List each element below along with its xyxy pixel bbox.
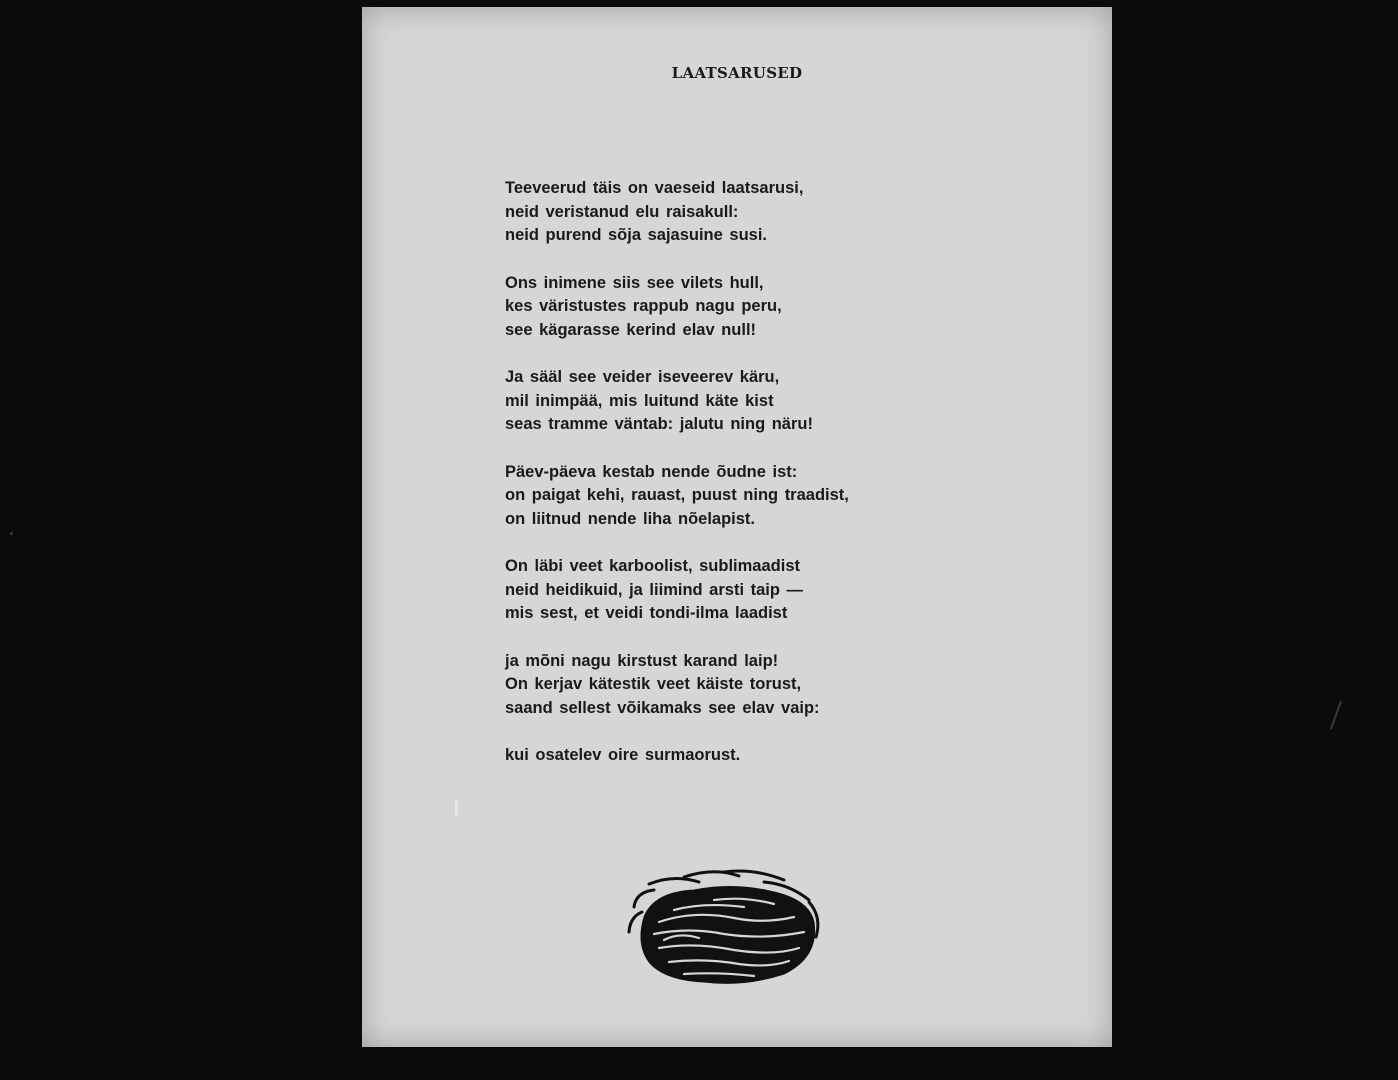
poem-line: Päev-päeva kestab nende õudne ist: [505, 462, 798, 481]
poem-line: kui osatelev oire surmaorust. [505, 746, 741, 764]
poem-title: LAATSARUSED [671, 64, 803, 82]
poem-line: neid purend sõja sajasuine susi. [505, 226, 767, 244]
stanza-5 [505, 555, 1025, 626]
poem-line: neid heidikuid, ja liimind arsti taip — [505, 580, 804, 599]
poem-line: saand sellest võikamaks see elav vaip: [505, 698, 820, 717]
nest-icon [624, 862, 824, 992]
poem-line: Teeveerud täis on vaeseid laatsarusi, [505, 179, 804, 197]
poem-line: on paigat kehi, rauast, puust ning traadist, [505, 486, 849, 504]
poem-line: mil inimpää, mis luitund käte kist [505, 391, 774, 410]
film-scratch [455, 800, 458, 816]
stanza-7 [505, 744, 1025, 768]
poem-line: ja mõni nagu kirstust karand laip! [505, 651, 779, 670]
poem-body [505, 177, 1025, 792]
poem-line: on liitnud nende liha nõelapist. [505, 509, 756, 528]
poem-line: Ons inimene siis see vilets hull, [505, 273, 764, 292]
poem-line: On läbi veet karboolist, sublimaadist [505, 557, 800, 575]
poem-line: mis sest, et veidi tondi-ilma laadist [505, 604, 788, 622]
poem-line: kes väristustes rappub nagu peru, [505, 297, 782, 315]
stanza-2 [505, 272, 1025, 343]
stanza-6 [505, 650, 1025, 721]
book-page [362, 7, 1112, 1047]
poem-line: On kerjav kätestik veet käiste torust, [505, 675, 802, 693]
poem-line: Ja sääl see veider iseveerev käru, [505, 368, 780, 386]
poem-line: see kägarasse kerind elav null! [505, 320, 757, 339]
film-scratch [1330, 701, 1342, 730]
poem-line: neid veristanud elu raisakull: [505, 202, 739, 221]
film-dust [10, 532, 13, 535]
poem-line: seas tramme väntab: jalutu ning näru! [505, 415, 813, 433]
stanza-3 [505, 366, 1025, 437]
stanza-1 [505, 177, 1025, 248]
stanza-4 [505, 461, 1025, 532]
